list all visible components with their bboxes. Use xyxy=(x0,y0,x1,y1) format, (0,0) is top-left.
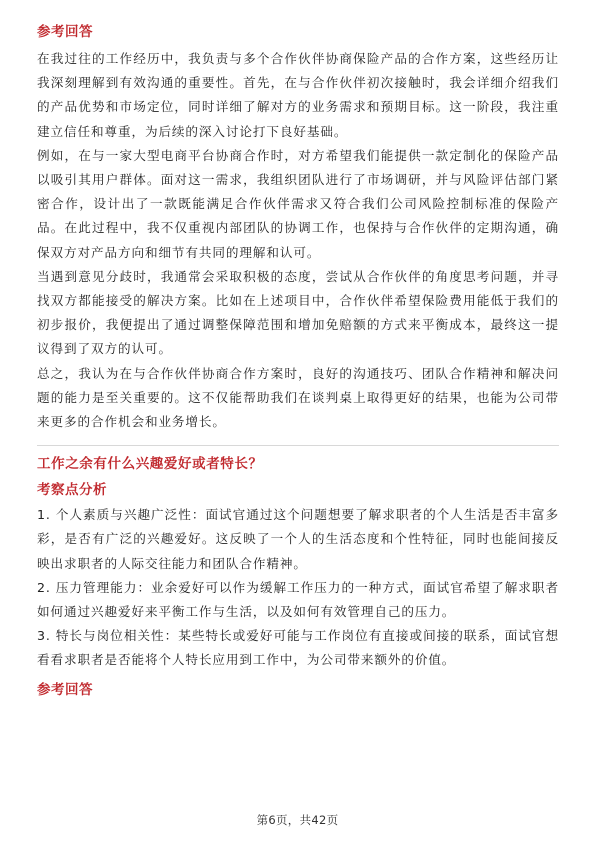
analysis-item: 1. 个人素质与兴趣广泛性：面试官通过这个问题想要了解求职者的个人生活是否丰富多彩，是否有广泛的兴趣爱好。这反映了一个人的生活态度和个性特征，同时也能间接反映出求职者的人际交往能力和团队合作精神。 xyxy=(37,507,559,571)
reference-answer-heading: 参考回答 xyxy=(37,681,93,698)
analysis-item: 2. 压力管理能力：业余爱好可以作为缓解工作压力的一种方式，面试官希望了解求职者如何通过兴趣爱好来平衡工作与生活，以及如何有效管理自己的压力。 xyxy=(37,579,559,620)
answer-paragraph: 当遇到意见分歧时，我通常会采取积极的态度，尝试从合作伙伴的角度思考问题，并寻找双方都能接受的解决方案。比如在上述项目中，合作伙伴希望保险费用能低于我们的初步报价，我便提出了通过调整保障范围和增加免赔额的方式来平衡成本，最终这一提议得到了双方的认可。 xyxy=(37,268,559,357)
question-block xyxy=(37,445,559,699)
answer-paragraph: 总之，我认为在与合作伙伴协商合作方案时，良好的沟通技巧、团队合作精神和解决问题的能力是至关重要的。这不仅能帮助我们在谈判桌上取得更好的结果，也能为公司带来更多的合作机会和业务增长。 xyxy=(37,365,559,430)
page-number: 第6页，共42页 xyxy=(256,813,339,827)
answer-paragraph: 例如，在与一家大型电商平台协商合作时，对方希望我们能提供一款定制化的保险产品以吸引其用户群体。面对这一需求，我组织团队进行了市场调研，并与风险评估部门紧密合作，设计出了一款既能满足合作伙伴需求又符合我们公司风险控制标准的保险产品。在此过程中，我不仅重视内部团队的协调工作，也保持与合作伙伴的定期沟通，确保双方对产品方向和细节有共同的理解和认可。 xyxy=(37,147,559,260)
analysis-body xyxy=(37,503,559,672)
answer-paragraph: 在我过往的工作经历中，我负责与多个合作伙伴协商保险产品的合作方案，这些经历让我深刻理解到有效沟通的重要性。首先，在与合作伙伴初次接触时，我会详细介绍我们的产品优势和市场定位，同时详细了解对方的业务需求和预期目标。这一阶段，我注重建立信任和尊重，为后续的深入讨论打下良好基础。 xyxy=(37,51,559,139)
analysis-item: 3. 特长与岗位相关性：某些特长或爱好可能与工作岗位有直接或间接的联系，面试官想看看求职者是否能将个人特长应用到工作中，为公司带来额外的价值。 xyxy=(37,628,559,668)
analysis-heading: 考察点分析 xyxy=(37,482,107,499)
reference-answer-heading: 参考回答 xyxy=(37,24,93,40)
question-title: 工作之余有什么兴趣爱好或者特长？ xyxy=(37,456,263,473)
reference-answer-body xyxy=(37,47,559,434)
page-content xyxy=(37,22,559,705)
